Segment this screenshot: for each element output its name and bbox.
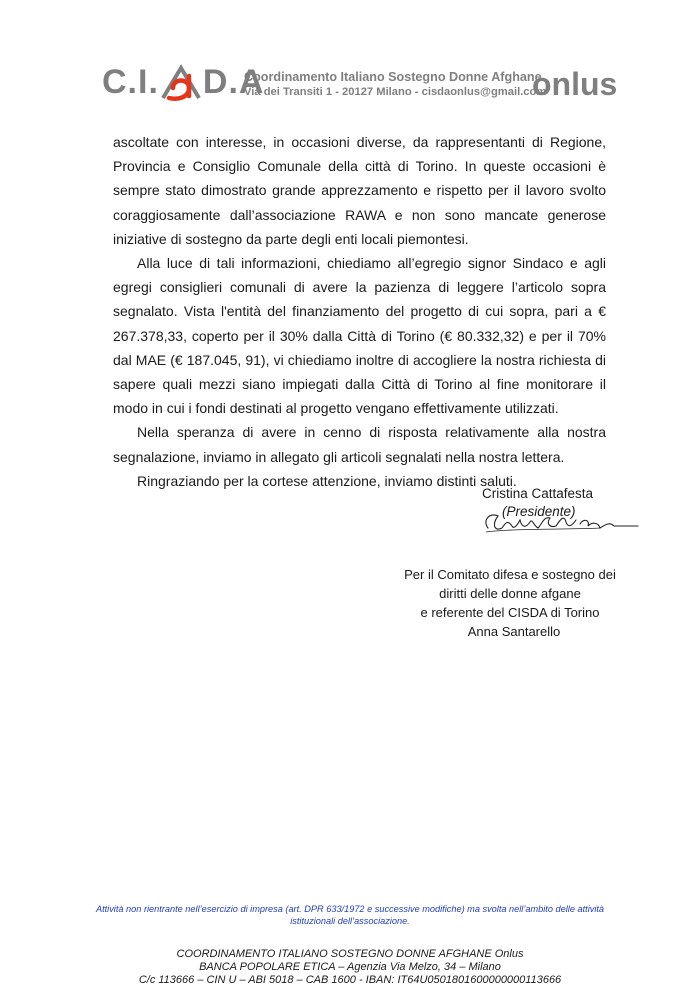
paragraph-3: Nella speranza di avere in cenno di risposta relativamente alla nostra segnalazione, inviamo in allegato gli articoli segnalati nella nostra lettera. [113,424,606,465]
letterhead-details [244,70,546,100]
handwritten-signature [480,498,640,536]
footer-bank: BANCA POPOLARE ETICA – Agenzia Via Melzo, 34 – Milano [199,961,501,973]
committee-line: Per il Comitato difesa e sostegno dei [404,567,616,582]
footer-org: COORDINAMENTO ITALIANO SOSTEGNO DONNE AFGHANE Onlus [176,948,524,960]
onlus-label: onlus [532,66,618,102]
footer-account: C/c 113666 – CIN U – ABI 5018 – CAB 1600 - IBAN: IT64U0501801600000000113666 [138,974,562,986]
committee-line: e referente del CISDA di Torino [420,605,600,620]
org-name: Coordinamento Italiano Sostegno Donne Afghane [244,70,542,84]
logo-text-ci: C.I. [102,63,159,101]
paragraph-2: Alla luce di tali informazioni, chiediamo all’egregio signor Sindaco e agli egregi consiglieri comunali di avere la pazienza di leggere l’articolo sopra segnalato. Vista l'entità del finanziamento del progetto di cui sopra, pari a € 267.378,33, coperto per il 30% dalla Città di Torino (€ 80.332,32) e per il 70% dal MAE (€ 187.045, 91), vi chiediamo inoltre di accogliere la nostra richiesta di sapere quali mezzi siano impiegati dalla Città di Torino al fine monitorare il modo in cui i fondi destinati al progetto vengano effettivamente utilizzati. [113,255,606,417]
committee-referent: Anna Santarello [467,624,561,639]
committee-line: diritti delle donne afgane [439,586,581,601]
letterhead [0,0,700,110]
paragraph-1: ascoltate con interesse, in occasioni diverse, da rappresentanti di Regione, Provincia e Consiglio Comunale della città di Torino. In queste occasioni è sempre stato dimostrato grande apprezzamento e rispetto per il lavoro svolto coraggiosamente dall’associazione RAWA e non sono mancate generose iniziative di sostegno da parte degli enti locali piemontesi. [113,134,606,247]
logo-house-icon [159,62,203,102]
footer-bank-details [100,948,600,987]
letter-body [113,130,606,493]
committee-signature [390,565,630,641]
cisda-logo [102,62,264,102]
logo-text-da: D.A [202,63,265,101]
signatory-role: (Presidente) [502,504,576,519]
signatory-name: Cristina Cattafesta [482,486,594,501]
signature-block [480,486,660,546]
org-address: Via dei Transiti 1 - 20127 Milano - cisdaonlus@gmail.com [244,86,547,98]
paragraph-4: Ringraziando per la cortese attenzione, inviamo distinti saluti. [137,472,517,489]
footer-legal-note: Attività non rientrante nell’esercizio di impresa (art. DPR 633/1972 e successive modifiche) ma svolta nell’ambito delle attività istituzionali dell’associazione. [95,904,605,926]
